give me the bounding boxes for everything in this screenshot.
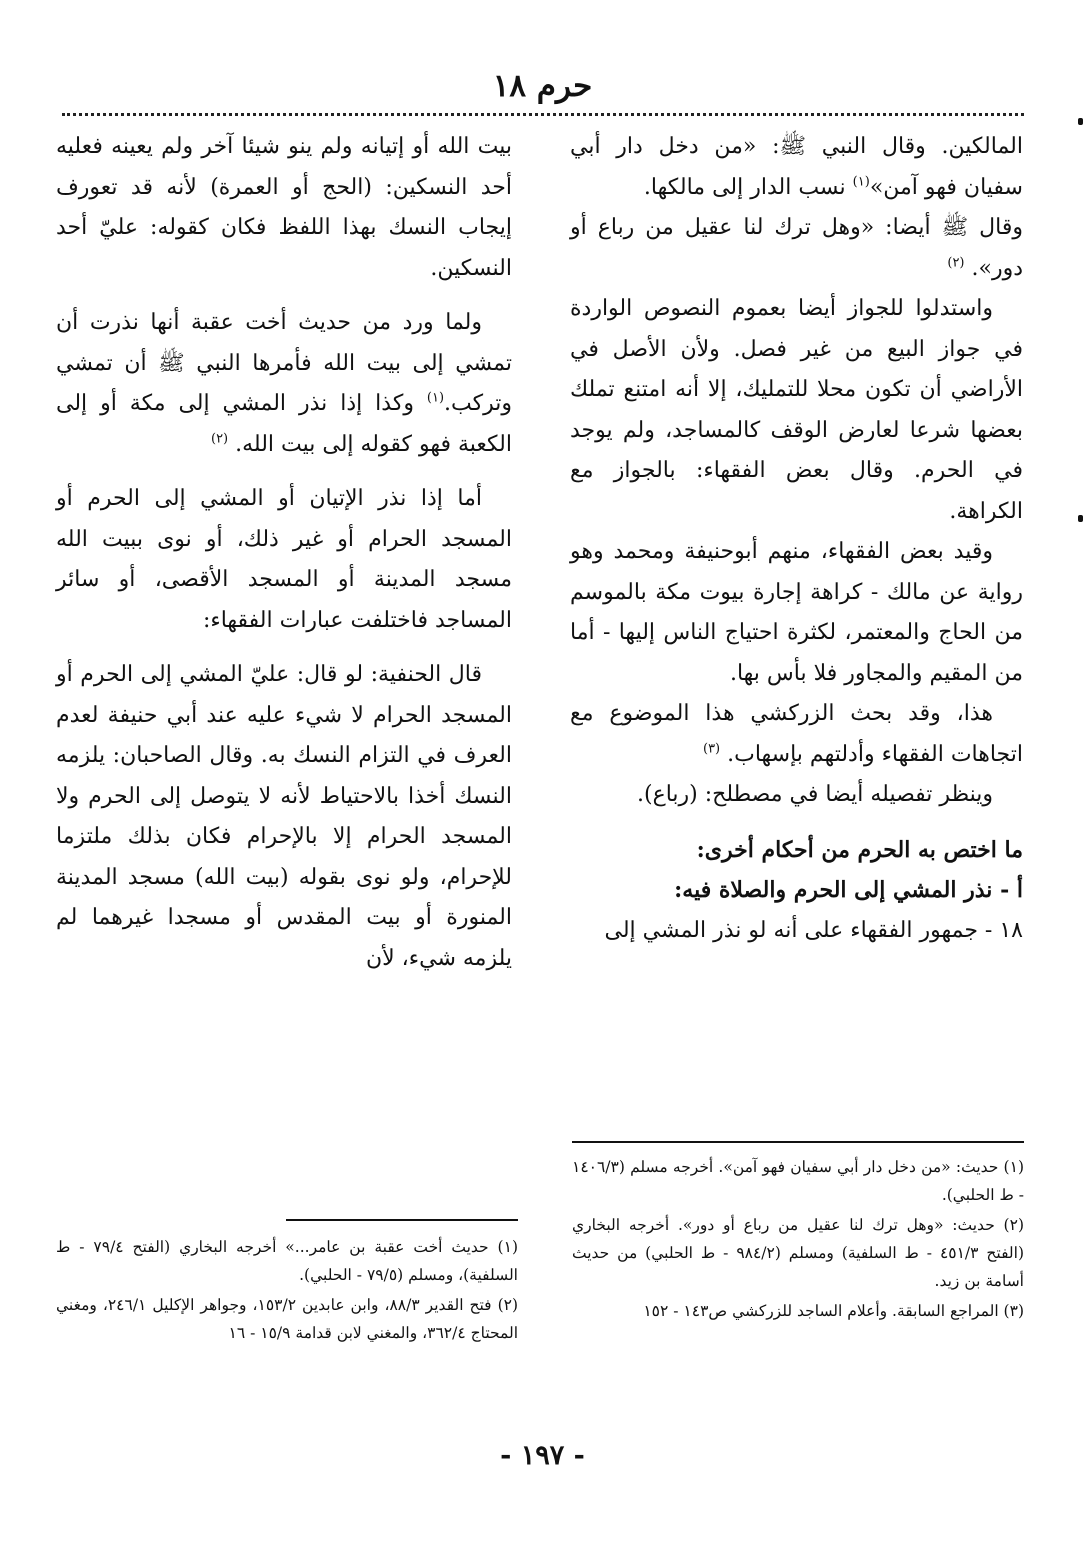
page-number: - ١٩٧ - [500,1440,585,1471]
paragraph: ولما ورد من حديث أخت عقبة أنها نذرت أن تمشي إلى بيت الله فأمرها النبي ﷺ أن تمشي وتركب.$^{(١)}$ وكذا إذا نذر المشي إلى مكة أو إلى الكعبة فهو كقوله إلى بيت الله. $^{(٢)}$ [56,310,512,457]
footnote-ref: (٢) [947,255,965,271]
paragraph: هذا، وقد بحث الزركشي هذا الموضوع مع اتجاهات الفقهاء وأدلتهم بإسهاب. $^{(٣)}$ [570,701,1023,767]
section-heading: ما اختص به الحرم من أحكام أخرى: [696,836,1023,863]
footnote-ref: (٢) [210,431,229,447]
paragraph: واستدلوا للجواز أيضا بعموم النصوص الواردة في جواز البيع من غير فصل. ولأن الأصل في الأراضي أن تكون محلا للتمليك، إلا أنه امتنع تملك بعضها شرعا لعارض الوقف كالمساجد، ولم يوجد في الحرم. وقال بعض الفقهاء: بالجواز مع الكراهة. [570,296,1023,524]
left-footnotes [56,1233,518,1349]
paragraph: بيت الله أو إتيانه ولم ينو شيئا آخر ولم يعينه فعليه أحد النسكين: (الحج أو العمرة) لأنه قد تعورف إيجاب النسك بهذا اللفظ فكان كقوله: عليّ أحد النسكين. [56,134,512,281]
paragraph: قال الحنفية: لو قال: عليّ المشي إلى الحرم أو المسجد الحرام لا شيء عليه عند أبي حنيفة لعدم العرف في التزام النسك به. وقال الصاحبان: يلزمه النسك أخذا بالاحتياط لأنه لا يتوصل إلى الحرم ولا المسجد الحرام إلا بالإحرام فكان بذلك ملتزما للإحرام، ولو نوى بقوله (بيت الله) مسجد المدينة المنورة أو بيت المقدس أو مسجدا غيرهما لم يلزمه شيء، لأن [56,662,512,971]
margin-mark [1078,515,1083,522]
right-text-column [570,127,1023,951]
paragraph: وقال ﷺ أيضا: «وهل ترك لنا عقيل من رباع أو دور». $^{(٢)}$ [570,215,1023,281]
paragraph: وقيد بعض الفقهاء، منهم أبوحنيفة ومحمد وهو رواية عن مالك - كراهة إجارة بيوت مكة بالموسم من الحاج والمعتمر، لكثرة احتياج الناس إليها - أما من المقيم والمجاور فلا بأس بها. [570,539,1023,686]
subsection-heading: أ - نذر المشي إلى الحرم والصلاة فيه: [674,877,1023,903]
paragraph: أما إذا نذر الإتيان أو المشي إلى الحرم أو المسجد الحرام أو غير ذلك، أو نوى ببيت الله مسجد المدينة أو المسجد الأقصى، أو سائر المساجد فاختلفت عبارات الفقهاء: [56,486,512,633]
footnote-ref: (١) [426,390,445,406]
header-dotted-divider [62,113,1024,116]
margin-mark [1078,118,1083,125]
footnote-divider [286,1219,518,1221]
footnote-ref: (٣) [702,741,721,757]
footnote: (٢) حديث: «وهل ترك لنا عقيل من رباع أو دور». أخرجه البخاري (الفتح ٤٥١/٣ - ط السلفية) ومسلم (٩٨٤/٢ - ط الحلبي) من حديث أسامة بن زيد. [572,1216,1024,1290]
footnote: (١) حديث: «من دخل دار أبي سفيان فهو آمن». أخرجه مسلم (١٤٠٦/٣ - ط الحلبي). [572,1158,1024,1204]
footnote: (٢) فتح القدير ٨٨/٣، وابن عابدين ١٥٣/٢، وجواهر الإكليل ٢٤٦/١، ومغني المحتاج ٣٦٢/٤، والمغني لابن قدامة ١٥/٩ - ١٦ [56,1296,519,1342]
paragraph: المالكين. وقال النبي ﷺ: «من دخل دار أبي سفيان فهو آمن»$^{(١)}$ نسب الدار إلى مالكها. [570,134,1023,200]
page-header-title: حرم ١٨ [492,68,593,104]
footnote: (١) حديث أخت عقبة بن عامر...» أخرجه البخاري (الفتح ٧٩/٤ - ط السلفية)، ومسلم (٧٩/٥ - الحلبي). [56,1238,518,1284]
footnote: (٣) المراجع السابقة. وأعلام الساجد للزركشي ص١٤٣ - ١٥٢ [643,1302,1024,1320]
footnote-ref: (١) [852,174,870,190]
right-footnotes [572,1153,1024,1327]
footnote-divider [572,1141,1024,1143]
paragraph: ١٨ - جمهور الفقهاء على أنه لو نذر المشي إلى [604,917,1023,943]
left-text-column [56,127,512,979]
paragraph: وينظر تفصيله أيضا في مصطلح: (رباع). [637,782,993,807]
